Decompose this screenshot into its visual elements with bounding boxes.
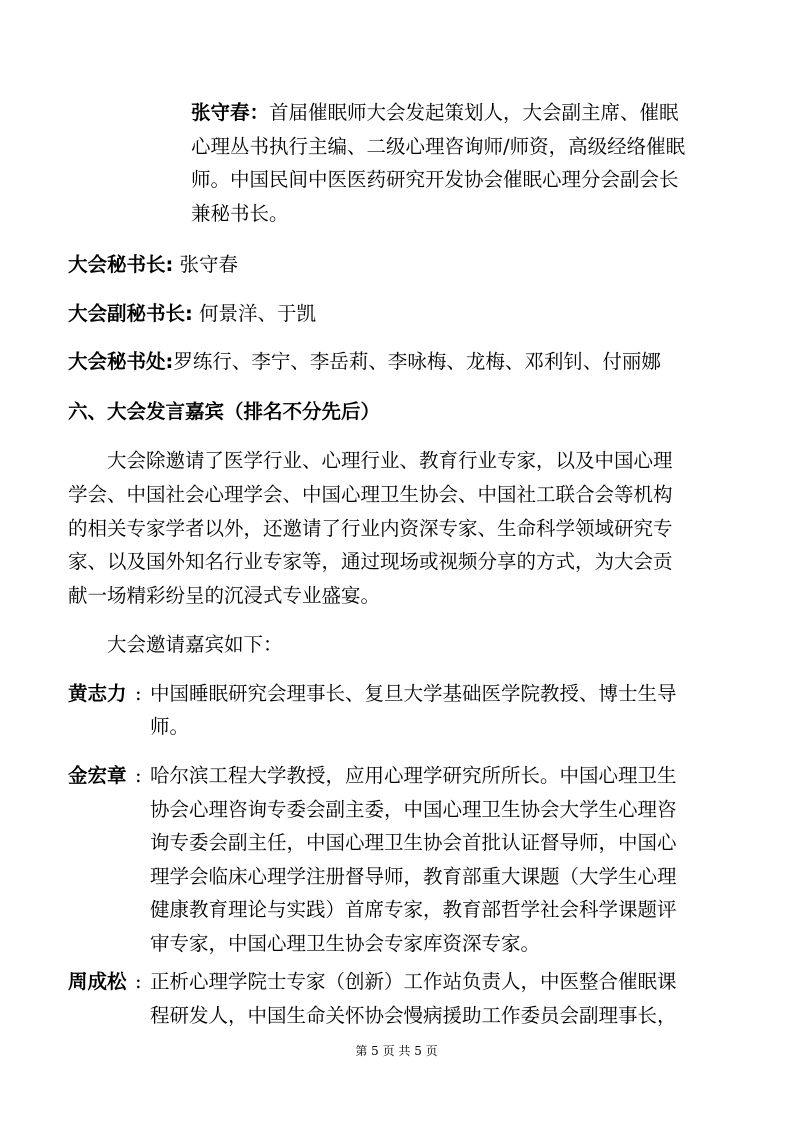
secretariat-label: 大会秘书处: [68,350,174,373]
deputy-secretary-general [68,304,316,324]
secretariat-value: 罗练行、李宁、李岳莉、李咏梅、龙梅、邓利钊、付丽娜 [173,350,661,373]
guest-line: 程研发人，中国生命关怀协会慢病援助工作委员会副理事长， [150,1004,677,1027]
guest-line: 协会心理咨询专委会副主委，中国心理卫生协会大学生心理咨 [150,798,677,821]
page-footer: 第 5 页 共 5 页 [355,1044,438,1058]
intro-entry-line-3: 师。中国民间中医医药研究开发协会催眠心理分会副会长 [191,168,679,191]
guest-name: 金宏章 [68,764,127,787]
guest-line: 师。 [150,715,190,738]
guest-colon: : [135,764,142,787]
guest-line: 哈尔滨工程大学教授，应用心理学研究所所长。中国心理卫生 [150,764,677,787]
guest-line: 健康教育理论与实践）首席专家，教育部哲学社会科学课题评 [150,898,677,921]
guest-intro: 大会邀请嘉宾如下： [107,633,283,656]
deputy-secretary-general-label: 大会副秘书长: [68,302,193,325]
guest-line: 理学会临床心理学注册督导师，教育部重大课题（大学生心理 [150,865,677,888]
secretary-general-label: 大会秘书长: [68,253,174,276]
intro-entry-name: 张守春： [191,101,270,124]
section-heading: 六、大会发言嘉宾（排名不分先后） [68,400,381,423]
guest-name: 周成松 [68,970,127,993]
guest-line: 中国睡眠研究会理事长、复旦大学基础医学院教授、博士生导 [150,682,677,705]
intro-entry-text: 首届催眠师大会发起策划人，大会副主席、催眠 [269,101,679,124]
guest-line: 正析心理学院士专家（创新）工作站负责人，中医整合催眠课 [150,970,677,993]
paragraph-line-2: 学会、中国社会心理学会、中国心理卫生协会、中国社工联合会等机构 [68,483,673,506]
paragraph-line-3: 的相关专家学者以外，还邀请了行业内资深专家、生命科学领域研究专 [68,517,673,540]
guest-colon: : [135,970,142,993]
paragraph-line-1: 大会除邀请了医学行业、心理行业、教育行业专家，以及中国心理 [107,449,673,472]
deputy-secretary-general-value: 何景洋、于凯 [199,302,317,325]
intro-entry-line-1 [191,103,679,123]
paragraph-line-5: 献一场精彩纷呈的沉浸式专业盛宴。 [68,584,381,607]
guest-line: 审专家，中国心理卫生协会专家库资深专家。 [150,932,541,955]
guest-name: 黄志力 [68,682,127,705]
paragraph-line-4: 家、以及国外知名行业专家等，通过现场或视频分享的方式，为大会贡 [68,550,673,573]
intro-entry-line-4: 兼秘书长。 [191,202,289,225]
guest-line: 询专委会副主任，中国心理卫生协会首批认证督导师，中国心 [150,831,677,854]
secretary-general [68,255,238,275]
guest-colon: : [135,682,142,705]
secretariat [68,352,661,372]
intro-entry-line-2: 心理丛书执行主编、二级心理咨询师∕师资，高级经络催眠 [191,135,686,158]
secretary-general-value: 张守春 [179,253,239,276]
